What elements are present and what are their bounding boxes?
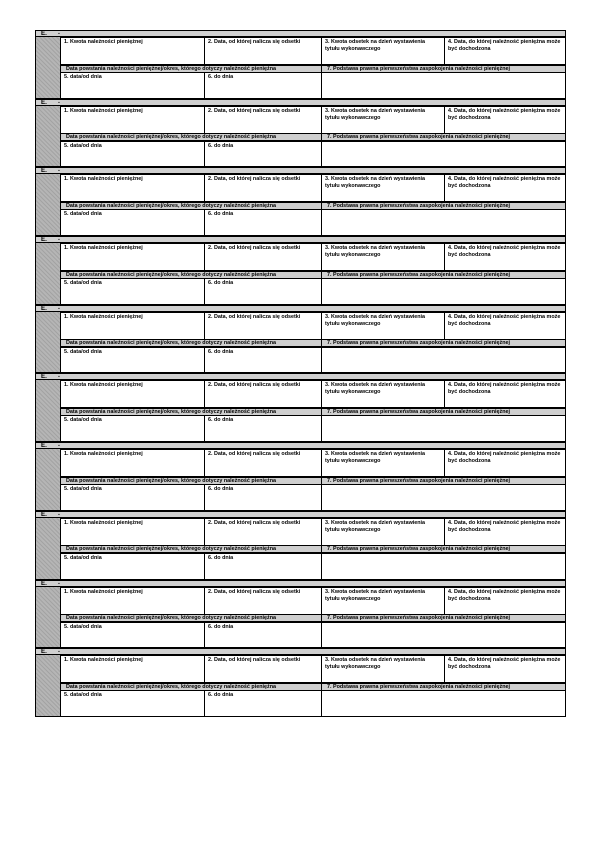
legal-basis-label: 7. Podstawa prawna pierwszeństwa zaspokojenia należności pieniężnej bbox=[327, 408, 511, 415]
claim-until-label: 4. Data, do której należność pieniężna może być dochodzona bbox=[448, 245, 561, 259]
section-gutter bbox=[35, 587, 60, 649]
amount-field[interactable] bbox=[60, 106, 205, 134]
date-to-field[interactable] bbox=[204, 72, 322, 99]
interest-amount-label: 3. Kwota odsetek na dzień wystawienia tytułu wykonawczego bbox=[325, 519, 426, 533]
interest-amount-field[interactable] bbox=[321, 243, 445, 271]
interest-from-label: 2. Data, od której nalicza się odsetki bbox=[208, 245, 301, 252]
section-marker: E. bbox=[41, 442, 47, 450]
amount-label: 1. Kwota należności pieniężnej bbox=[64, 313, 143, 320]
section-header bbox=[35, 99, 566, 106]
section-marker: E. bbox=[41, 98, 47, 106]
amount-label: 1. Kwota należności pieniężnej bbox=[64, 657, 143, 664]
legal-basis-label: 7. Podstawa prawna pierwszeństwa zaspokojenia należności pieniężnej bbox=[327, 202, 511, 209]
interest-amount-field[interactable] bbox=[321, 587, 445, 615]
section-marker: E. bbox=[41, 510, 47, 518]
legal-basis-field[interactable] bbox=[321, 690, 566, 717]
origin-date-label: Data powstania należności pieniężnej/okres, którego dotyczy należność pieniężna bbox=[66, 271, 276, 278]
section-marker: E. bbox=[41, 373, 47, 381]
origin-date-label: Data powstania należności pieniężnej/okres, którego dotyczy należność pieniężna bbox=[66, 65, 276, 72]
date-from-label: 5. data/od dnia bbox=[64, 142, 102, 149]
date-to-label: 6. do dnia bbox=[208, 554, 234, 561]
date-from-label: 5. data/od dnia bbox=[64, 417, 102, 424]
section-header bbox=[35, 167, 566, 174]
section-gutter bbox=[35, 518, 60, 580]
amount-field[interactable] bbox=[60, 37, 205, 65]
interest-amount-label: 3. Kwota odsetek na dzień wystawienia tytułu wykonawczego bbox=[325, 451, 426, 465]
claim-until-field[interactable] bbox=[444, 655, 566, 683]
date-to-label: 6. do dnia bbox=[208, 280, 234, 287]
amount-label: 1. Kwota należności pieniężnej bbox=[64, 107, 143, 114]
date-to-field[interactable] bbox=[204, 690, 322, 717]
legal-basis-field[interactable] bbox=[321, 278, 566, 305]
legal-basis-field[interactable] bbox=[321, 72, 566, 99]
claim-until-field[interactable] bbox=[444, 106, 566, 134]
section-gutter bbox=[35, 312, 60, 374]
date-from-field[interactable] bbox=[60, 484, 205, 511]
interest-from-label: 2. Data, od której nalicza się odsetki bbox=[208, 176, 301, 183]
section-header bbox=[35, 511, 566, 518]
date-from-field[interactable] bbox=[60, 141, 205, 168]
claim-section bbox=[35, 511, 566, 580]
legal-basis-field[interactable] bbox=[321, 553, 566, 580]
section-gutter bbox=[35, 174, 60, 236]
claim-until-label: 4. Data, do której należność pieniężna może być dochodzona bbox=[448, 382, 561, 396]
section-header bbox=[35, 236, 566, 243]
amount-field[interactable] bbox=[60, 587, 205, 615]
legal-basis-label: 7. Podstawa prawna pierwszeństwa zaspokojenia należności pieniężnej bbox=[327, 683, 511, 690]
interest-from-label: 2. Data, od której nalicza się odsetki bbox=[208, 588, 301, 595]
date-from-field[interactable] bbox=[60, 209, 205, 236]
legal-basis-label: 7. Podstawa prawna pierwszeństwa zaspokojenia należności pieniężnej bbox=[327, 340, 511, 347]
date-from-label: 5. data/od dnia bbox=[64, 348, 102, 355]
claim-until-field[interactable] bbox=[444, 174, 566, 202]
amount-label: 1. Kwota należności pieniężnej bbox=[64, 519, 143, 526]
claim-until-label: 4. Data, do której należność pieniężna może być dochodzona bbox=[448, 657, 561, 671]
interest-amount-label: 3. Kwota odsetek na dzień wystawienia tytułu wykonawczego bbox=[325, 657, 426, 671]
amount-label: 1. Kwota należności pieniężnej bbox=[64, 588, 143, 595]
origin-date-label: Data powstania należności pieniężnej/okres, którego dotyczy należność pieniężna bbox=[66, 477, 276, 484]
legal-basis-field[interactable] bbox=[321, 415, 566, 442]
section-marker-dot: . bbox=[58, 509, 60, 517]
interest-amount-label: 3. Kwota odsetek na dzień wystawienia tytułu wykonawczego bbox=[325, 245, 426, 259]
interest-from-label: 2. Data, od której nalicza się odsetki bbox=[208, 313, 301, 320]
interest-from-label: 2. Data, od której nalicza się odsetki bbox=[208, 39, 301, 45]
interest-from-field[interactable] bbox=[204, 518, 322, 546]
section-marker: E. bbox=[41, 304, 47, 312]
date-from-label: 5. data/od dnia bbox=[64, 623, 102, 630]
section-marker-dot: . bbox=[58, 647, 60, 655]
claim-until-field[interactable] bbox=[444, 518, 566, 546]
date-to-field[interactable] bbox=[204, 347, 322, 374]
claim-until-field[interactable] bbox=[444, 243, 566, 271]
legal-basis-label: 7. Podstawa prawna pierwszeństwa zaspokojenia należności pieniężnej bbox=[327, 134, 511, 141]
interest-from-label: 2. Data, od której nalicza się odsetki bbox=[208, 382, 301, 389]
date-to-label: 6. do dnia bbox=[208, 692, 234, 699]
date-to-field[interactable] bbox=[204, 622, 322, 649]
claim-until-field[interactable] bbox=[444, 587, 566, 615]
interest-from-label: 2. Data, od której nalicza się odsetki bbox=[208, 519, 301, 526]
date-to-field[interactable] bbox=[204, 415, 322, 442]
amount-field[interactable] bbox=[60, 655, 205, 683]
origin-date-label: Data powstania należności pieniężnej/okres, którego dotyczy należność pieniężna bbox=[66, 683, 276, 690]
date-from-field[interactable] bbox=[60, 553, 205, 580]
claim-until-field[interactable] bbox=[444, 37, 566, 65]
date-to-label: 6. do dnia bbox=[208, 211, 234, 218]
date-from-field[interactable] bbox=[60, 347, 205, 374]
interest-amount-label: 3. Kwota odsetek na dzień wystawienia tytułu wykonawczego bbox=[325, 382, 426, 396]
origin-date-label: Data powstania należności pieniężnej/okres, którego dotyczy należność pieniężna bbox=[66, 202, 276, 209]
section-marker: E. bbox=[41, 30, 47, 37]
section-marker-dot: . bbox=[58, 29, 60, 36]
date-from-label: 5. data/od dnia bbox=[64, 211, 102, 218]
date-from-label: 5. data/od dnia bbox=[64, 486, 102, 493]
interest-from-label: 2. Data, od której nalicza się odsetki bbox=[208, 451, 301, 458]
legal-basis-label: 7. Podstawa prawna pierwszeństwa zaspokojenia należności pieniężnej bbox=[327, 546, 511, 553]
date-from-field[interactable] bbox=[60, 690, 205, 717]
legal-basis-label: 7. Podstawa prawna pierwszeństwa zaspokojenia należności pieniężnej bbox=[327, 477, 511, 484]
interest-from-label: 2. Data, od której nalicza się odsetki bbox=[208, 657, 301, 664]
claim-section bbox=[35, 305, 566, 374]
interest-amount-field[interactable] bbox=[321, 37, 445, 65]
date-to-label: 6. do dnia bbox=[208, 486, 234, 493]
claim-until-field[interactable] bbox=[444, 312, 566, 340]
interest-amount-label: 3. Kwota odsetek na dzień wystawienia tytułu wykonawczego bbox=[325, 313, 426, 327]
section-gutter bbox=[35, 106, 60, 168]
interest-amount-field[interactable] bbox=[321, 106, 445, 134]
claim-section bbox=[35, 99, 566, 168]
interest-amount-field[interactable] bbox=[321, 174, 445, 202]
legal-basis-field[interactable] bbox=[321, 484, 566, 511]
interest-amount-field[interactable] bbox=[321, 655, 445, 683]
section-marker: E. bbox=[41, 236, 47, 244]
claim-section bbox=[35, 442, 566, 511]
amount-field[interactable] bbox=[60, 243, 205, 271]
section-marker-dot: . bbox=[58, 235, 60, 243]
interest-from-field[interactable] bbox=[204, 380, 322, 408]
legal-basis-field[interactable] bbox=[321, 209, 566, 236]
amount-field[interactable] bbox=[60, 518, 205, 546]
section-header bbox=[35, 442, 566, 449]
section-marker-dot: . bbox=[58, 441, 60, 449]
amount-field[interactable] bbox=[60, 174, 205, 202]
interest-from-field[interactable] bbox=[204, 587, 322, 615]
interest-from-field[interactable] bbox=[204, 243, 322, 271]
claim-section bbox=[35, 648, 566, 717]
date-to-label: 6. do dnia bbox=[208, 417, 234, 424]
claim-section bbox=[35, 167, 566, 236]
section-gutter bbox=[35, 655, 60, 717]
claim-until-label: 4. Data, do której należność pieniężna może być dochodzona bbox=[448, 451, 561, 465]
section-header bbox=[35, 648, 566, 655]
origin-date-label: Data powstania należności pieniężnej/okres, którego dotyczy należność pieniężna bbox=[66, 408, 276, 415]
origin-date-label: Data powstania należności pieniężnej/okres, którego dotyczy należność pieniężna bbox=[66, 546, 276, 553]
claim-until-field[interactable] bbox=[444, 449, 566, 477]
legal-basis-label: 7. Podstawa prawna pierwszeństwa zaspokojenia należności pieniężnej bbox=[327, 271, 511, 278]
claim-until-label: 4. Data, do której należność pieniężna może być dochodzona bbox=[448, 39, 561, 52]
interest-from-field[interactable] bbox=[204, 312, 322, 340]
legal-basis-field[interactable] bbox=[321, 622, 566, 649]
section-marker-dot: . bbox=[58, 372, 60, 380]
interest-from-field[interactable] bbox=[204, 106, 322, 134]
interest-amount-field[interactable] bbox=[321, 449, 445, 477]
section-header bbox=[35, 30, 566, 37]
amount-label: 1. Kwota należności pieniężnej bbox=[64, 451, 143, 458]
amount-label: 1. Kwota należności pieniężnej bbox=[64, 176, 143, 183]
interest-amount-label: 3. Kwota odsetek na dzień wystawienia tytułu wykonawczego bbox=[325, 588, 426, 602]
section-marker-dot: . bbox=[58, 166, 60, 174]
amount-label: 1. Kwota należności pieniężnej bbox=[64, 382, 143, 389]
interest-amount-label: 3. Kwota odsetek na dzień wystawienia tytułu wykonawczego bbox=[325, 39, 426, 52]
claim-until-field[interactable] bbox=[444, 380, 566, 408]
amount-field[interactable] bbox=[60, 380, 205, 408]
date-to-field[interactable] bbox=[204, 209, 322, 236]
section-marker: E. bbox=[41, 579, 47, 587]
claim-until-label: 4. Data, do której należność pieniężna może być dochodzona bbox=[448, 313, 561, 327]
interest-amount-field[interactable] bbox=[321, 380, 445, 408]
interest-amount-label: 3. Kwota odsetek na dzień wystawienia tytułu wykonawczego bbox=[325, 176, 426, 190]
section-marker: E. bbox=[41, 167, 47, 175]
interest-amount-label: 3. Kwota odsetek na dzień wystawienia tytułu wykonawczego bbox=[325, 107, 426, 121]
legal-basis-label: 7. Podstawa prawna pierwszeństwa zaspokojenia należności pieniężnej bbox=[327, 615, 511, 621]
date-from-field[interactable] bbox=[60, 278, 205, 305]
amount-label: 1. Kwota należności pieniężnej bbox=[64, 39, 143, 45]
interest-amount-field[interactable] bbox=[321, 312, 445, 340]
date-from-label: 5. data/od dnia bbox=[64, 692, 102, 699]
date-to-label: 6. do dnia bbox=[208, 348, 234, 355]
date-from-label: 5. data/od dnia bbox=[64, 280, 102, 287]
legal-basis-field[interactable] bbox=[321, 347, 566, 374]
interest-from-field[interactable] bbox=[204, 37, 322, 65]
amount-field[interactable] bbox=[60, 449, 205, 477]
section-header bbox=[35, 373, 566, 380]
interest-from-field[interactable] bbox=[204, 449, 322, 477]
section-header bbox=[35, 305, 566, 312]
interest-from-field[interactable] bbox=[204, 174, 322, 202]
claim-until-label: 4. Data, do której należność pieniężna może być dochodzona bbox=[448, 588, 561, 602]
date-to-label: 6. do dnia bbox=[208, 623, 234, 630]
origin-date-label: Data powstania należności pieniężnej/okres, którego dotyczy należność pieniężna bbox=[66, 134, 276, 141]
legal-basis-field[interactable] bbox=[321, 141, 566, 168]
section-marker-dot: . bbox=[58, 578, 60, 586]
interest-from-label: 2. Data, od której nalicza się odsetki bbox=[208, 107, 301, 114]
interest-from-field[interactable] bbox=[204, 655, 322, 683]
claim-section bbox=[35, 30, 566, 99]
section-marker-dot: . bbox=[58, 97, 60, 105]
claim-section bbox=[35, 580, 566, 649]
date-from-field[interactable] bbox=[60, 622, 205, 649]
claim-until-label: 4. Data, do której należność pieniężna może być dochodzona bbox=[448, 519, 561, 533]
interest-amount-field[interactable] bbox=[321, 518, 445, 546]
claim-section bbox=[35, 236, 566, 305]
date-from-label: 5. data/od dnia bbox=[64, 554, 102, 561]
date-to-label: 6. do dnia bbox=[208, 142, 234, 149]
claims-form bbox=[35, 30, 566, 717]
amount-field[interactable] bbox=[60, 312, 205, 340]
legal-basis-label: 7. Podstawa prawna pierwszeństwa zaspokojenia należności pieniężnej bbox=[327, 65, 511, 72]
date-to-field[interactable] bbox=[204, 484, 322, 511]
claim-until-label: 4. Data, do której należność pieniężna może być dochodzona bbox=[448, 107, 561, 121]
date-from-field[interactable] bbox=[60, 415, 205, 442]
claim-section bbox=[35, 373, 566, 442]
section-gutter bbox=[35, 380, 60, 442]
section-gutter bbox=[35, 243, 60, 305]
section-gutter bbox=[35, 37, 60, 99]
date-to-field[interactable] bbox=[204, 553, 322, 580]
date-to-field[interactable] bbox=[204, 278, 322, 305]
section-header bbox=[35, 580, 566, 587]
date-from-label: 5. data/od dnia bbox=[64, 74, 102, 80]
date-to-label: 6. do dnia bbox=[208, 74, 234, 80]
amount-label: 1. Kwota należności pieniężnej bbox=[64, 245, 143, 252]
date-to-field[interactable] bbox=[204, 141, 322, 168]
claim-until-label: 4. Data, do której należność pieniężna może być dochodzona bbox=[448, 176, 561, 190]
section-gutter bbox=[35, 449, 60, 511]
origin-date-label: Data powstania należności pieniężnej/okres, którego dotyczy należność pieniężna bbox=[66, 340, 276, 347]
origin-date-label: Data powstania należności pieniężnej/okres, którego dotyczy należność pieniężna bbox=[66, 615, 276, 621]
date-from-field[interactable] bbox=[60, 72, 205, 99]
section-marker-dot: . bbox=[58, 303, 60, 311]
section-marker: E. bbox=[41, 648, 47, 656]
